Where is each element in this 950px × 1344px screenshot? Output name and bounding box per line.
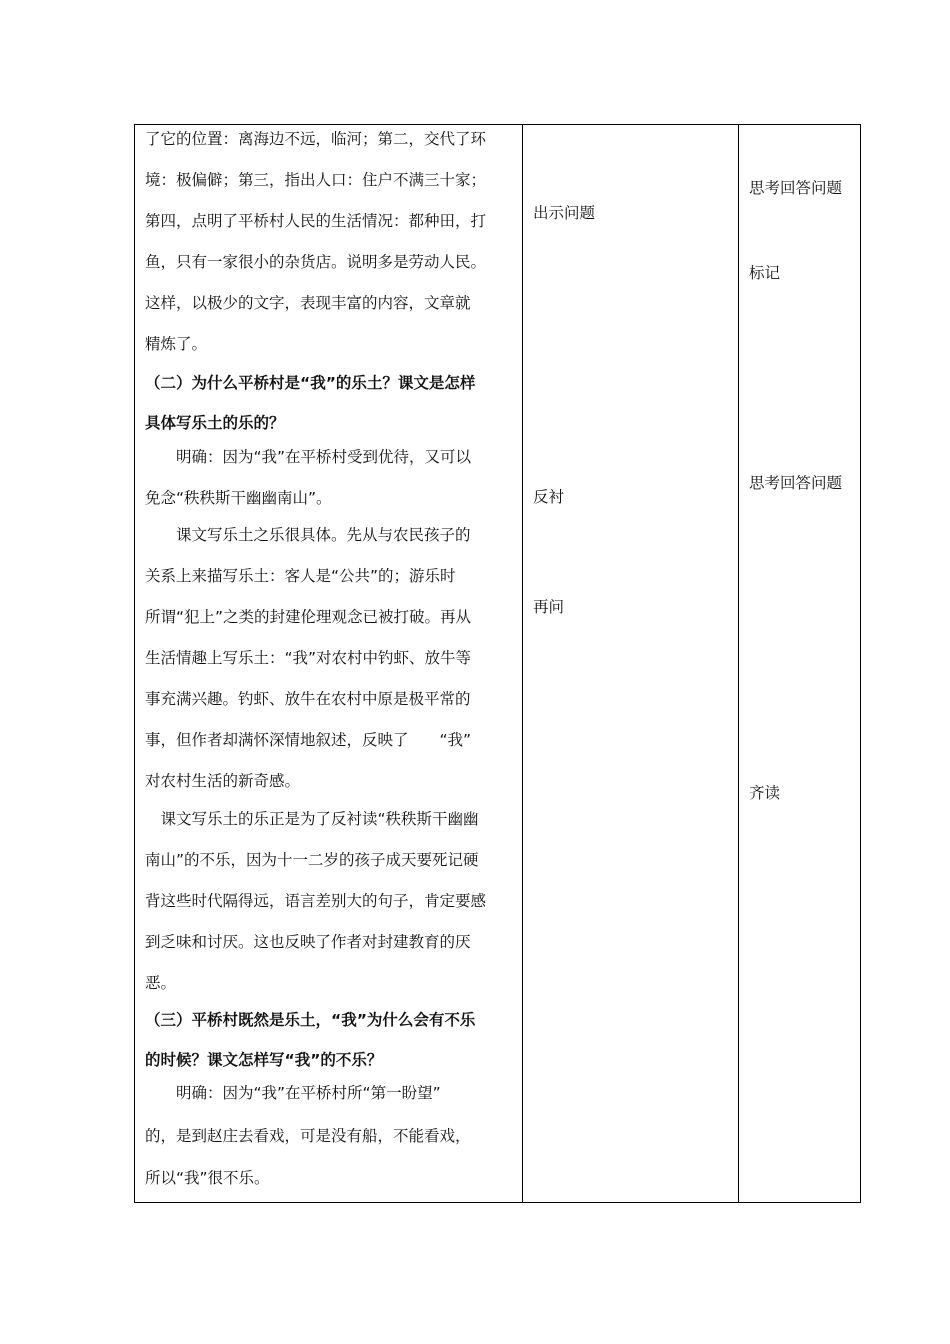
text-line: 恶。 [145,974,177,992]
text-line: 课文写乐土之乐很具体。先从与农民孩子的 [145,526,471,544]
text-line: 免念“秩秩斯干幽幽南山”。 [145,489,332,507]
column-divider [738,125,739,1202]
text-line: 南山”的不乐，因为十一二岁的孩子成天要死记硬 [145,851,479,869]
teacher-note: 出示问题 [533,204,596,222]
text-line: 事，但作者却满怀深情地叙述，反映了 “我” [145,731,472,749]
section-heading: （三）平桥村既然是乐土，“我”为什么会有不乐 [145,1011,476,1029]
student-note: 思考回答问题 [749,179,843,197]
student-note: 齐读 [749,784,781,802]
text-line: 境：极偏僻；第三，指出人口：住户不满三十家； [145,171,487,189]
text-line: 第四，点明了平桥村人民的生活情况：都种田，打 [145,212,487,230]
text-line: 所以“我”很不乐。 [145,1169,270,1187]
teacher-note: 反衬 [533,488,565,506]
student-note: 思考回答问题 [749,474,843,492]
text-line: 明确：因为“我”在平桥村受到优待，又可以 [145,448,472,466]
text-line: 这样，以极少的文字，表现丰富的内容，文章就 [145,294,471,312]
student-note: 标记 [749,264,781,282]
text-line: 生活情趣上写乐土：“我”对农村中钓虾、放牛等 [145,649,472,667]
text-line: 课文写乐土的乐正是为了反衬读“秩秩斯干幽幽 [145,810,479,828]
text-line: 对农村生活的新奇感。 [145,772,301,790]
section-heading: （二）为什么平桥村是“我”的乐土？课文是怎样 [145,374,476,392]
text-line: 鱼，只有一家很小的杂货店。说明多是劳动人民。 [145,253,487,271]
section-heading: 的时候？课文怎样写“我”的不乐？ [145,1051,383,1069]
text-line: 到乏味和讨厌。这也反映了作者对封建教育的厌 [145,933,471,951]
text-line: 明确：因为“我”在平桥村所“第一盼望” [145,1084,441,1102]
lesson-table [134,124,861,1203]
teacher-note: 再问 [533,598,565,616]
text-line: 事充满兴趣。钓虾、放牛在农村中原是极平常的 [145,690,471,708]
section-heading: 具体写乐土的乐的？ [145,414,285,432]
text-line: 的，是到赵庄去看戏，可是没有船，不能看戏， [145,1127,471,1145]
text-line: 了它的位置：离海边不远，临河；第二，交代了环 [145,130,487,148]
text-line: 关系上来描写乐土：客人是“公共”的；游乐时 [145,567,456,585]
text-line: 精炼了。 [145,335,208,353]
text-line: 所谓“犯上”之类的封建伦理观念已被打破。再从 [145,608,472,626]
text-line: 背这些时代隔得远，语言差别大的句子，肯定要感 [145,892,487,910]
